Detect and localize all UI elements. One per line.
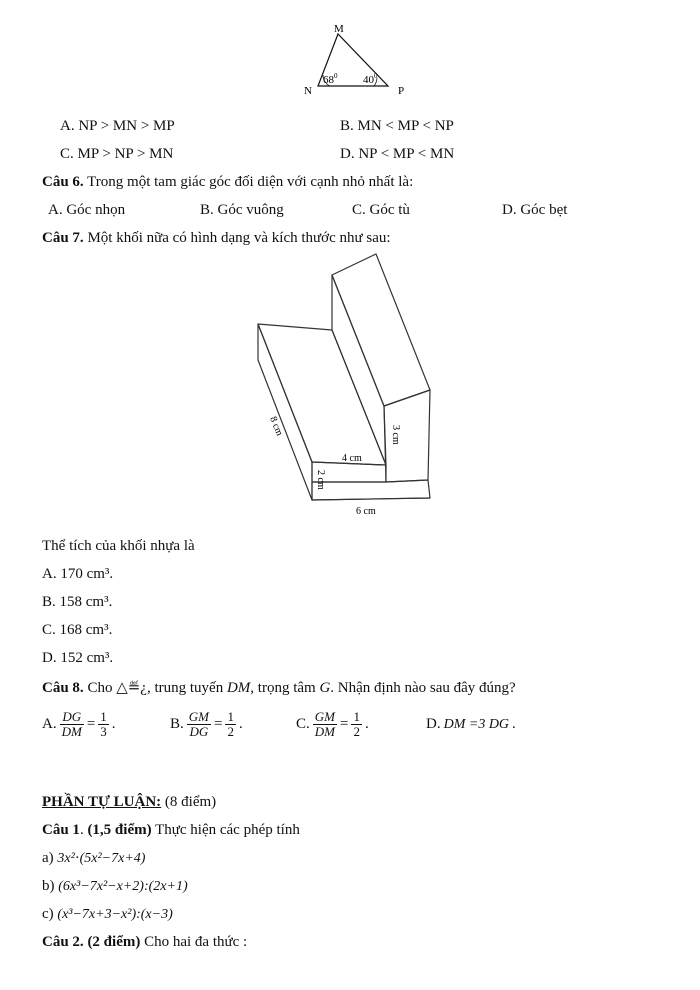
q8-question bbox=[42, 678, 516, 697]
essay-points: (8 điểm) bbox=[161, 794, 217, 810]
q6-question bbox=[42, 174, 413, 191]
q5-option-d[interactable]: D. NP < MP < MN bbox=[340, 146, 455, 162]
essay-heading bbox=[42, 794, 216, 811]
q8-b-prefix: B. bbox=[170, 716, 184, 732]
q5-option-a[interactable]: A. NP > MN > MP bbox=[60, 118, 175, 134]
q8-centroid: G bbox=[319, 680, 331, 696]
essay-q2-text: Cho hai đa thức : bbox=[140, 934, 248, 950]
essay-q1-c: c) (x³−7x+3−x²):(x−3) bbox=[42, 906, 173, 922]
essay-q2-points: (2 điểm) bbox=[83, 934, 141, 950]
q7-label: Câu 7. bbox=[42, 230, 84, 246]
essay-q1-a: a) 3x²⋅(5x²−7x+4) bbox=[42, 850, 146, 866]
dim-3cm: 3 cm bbox=[390, 425, 401, 445]
q8-option-d[interactable]: D. DM =3 DG . bbox=[426, 716, 516, 732]
angle-p-label: $40^0$ bbox=[363, 72, 378, 86]
q8-a-fraction: $\frac{DG}{DM}$ bbox=[61, 709, 82, 739]
q7-option-c[interactable]: C. 168 cm³. bbox=[42, 622, 113, 638]
q7-text: Một khối nữa có hình dạng và kích thước như sau: bbox=[83, 230, 391, 246]
q8-c-prefix: C. bbox=[296, 716, 310, 732]
dim-2cm: 2 cm bbox=[315, 470, 326, 490]
q8-text-4: . Nhận định nào sau đây đúng? bbox=[330, 680, 516, 696]
q8-b-fraction: $\frac{GM}{DG}$ bbox=[188, 709, 209, 739]
q5-option-b[interactable]: B. MN < MP < NP bbox=[340, 118, 454, 134]
q6-label: Câu 6. bbox=[42, 174, 84, 190]
q5-option-c[interactable]: C. MP > NP > MN bbox=[60, 146, 174, 162]
q8-c-fraction: $\frac{GM}{DM}$ bbox=[314, 709, 335, 739]
q8-option-a[interactable]: A. $\frac{DG}{DM}$ = $\frac{1}{3}$ . bbox=[42, 709, 116, 739]
essay-q1-text: Thực hiện các phép tính bbox=[151, 822, 300, 838]
q8-d-prefix: D. bbox=[426, 716, 441, 732]
q6-option-b[interactable]: B. Góc vuông bbox=[200, 202, 284, 218]
dim-4cm: 4 cm bbox=[342, 453, 362, 464]
q8-text-3: , trọng tâm bbox=[250, 680, 320, 696]
q8-option-c[interactable]: C. $\frac{GM}{DM}$ = $\frac{1}{2}$ . bbox=[296, 709, 369, 739]
essay-q1-b: b) (6x³−7x²−x+2):(2x+1) bbox=[42, 878, 188, 894]
dim-8cm: 8 cm bbox=[267, 415, 285, 438]
essay-q1-a-expr: 3x²⋅(5x²−7x+4) bbox=[57, 851, 146, 866]
q6-option-a[interactable]: A. Góc nhọn bbox=[48, 202, 126, 218]
q8-a-prefix: A. bbox=[42, 716, 57, 732]
q6-text: Trong một tam giác góc đối diện với cạnh nhỏ nhất là: bbox=[83, 174, 414, 190]
q6-option-c[interactable]: C. Góc tù bbox=[352, 202, 410, 218]
vertex-p: P bbox=[398, 85, 405, 97]
q8-c-eq: = bbox=[339, 716, 349, 732]
essay-q1-b-expr: (6x³−7x²−x+2):(2x+1) bbox=[58, 879, 188, 894]
solid-figure bbox=[250, 250, 440, 525]
essay-q2-label: Câu 2. bbox=[42, 934, 84, 950]
q8-triangle: △≝¿ bbox=[116, 680, 147, 696]
q8-option-b[interactable]: B. $\frac{GM}{DG}$ = $\frac{1}{2}$ . bbox=[170, 709, 243, 739]
q8-a-eq: = bbox=[86, 716, 96, 732]
vertex-m: M bbox=[334, 23, 344, 35]
q8-a-ratio: $\frac{1}{3}$ bbox=[100, 709, 107, 739]
vertex-n: N bbox=[304, 85, 312, 97]
q8-d-expr: DM =3 DG bbox=[443, 716, 510, 732]
q6-option-d[interactable]: D. Góc bẹt bbox=[502, 202, 568, 218]
essay-q1-c-expr: (x³−7x+3−x²):(x−3) bbox=[57, 907, 173, 922]
essay-q1-points: (1,5 điểm) bbox=[87, 822, 152, 838]
essay-title: PHẦN TỰ LUẬN: bbox=[42, 794, 162, 810]
q8-b-ratio: $\frac{1}{2}$ bbox=[227, 709, 234, 739]
q7-option-d[interactable]: D. 152 cm³. bbox=[42, 650, 114, 666]
q7-option-a[interactable]: A. 170 cm³. bbox=[42, 566, 114, 582]
q7-question bbox=[42, 230, 391, 247]
q8-text-1: Cho bbox=[83, 680, 117, 696]
q8-label: Câu 8. bbox=[42, 680, 84, 696]
essay-q1: Câu 1. (1,5 điểm) Thực hiện các phép tính bbox=[42, 822, 300, 838]
q8-text-2: , trung tuyến bbox=[146, 680, 227, 696]
essay-q1-label: Câu 1 bbox=[42, 822, 80, 838]
q8-c-ratio: $\frac{1}{2}$ bbox=[353, 709, 360, 739]
q7-option-b[interactable]: B. 158 cm³. bbox=[42, 594, 113, 610]
triangle-figure bbox=[290, 20, 420, 100]
angle-n-label: $68^0$ bbox=[323, 72, 338, 86]
dim-6cm: 6 cm bbox=[356, 506, 376, 517]
q8-median: DM bbox=[226, 680, 251, 696]
essay-q2 bbox=[42, 934, 247, 951]
q7-prompt: Thể tích của khối nhựa là bbox=[42, 538, 195, 554]
q8-b-eq: = bbox=[213, 716, 223, 732]
